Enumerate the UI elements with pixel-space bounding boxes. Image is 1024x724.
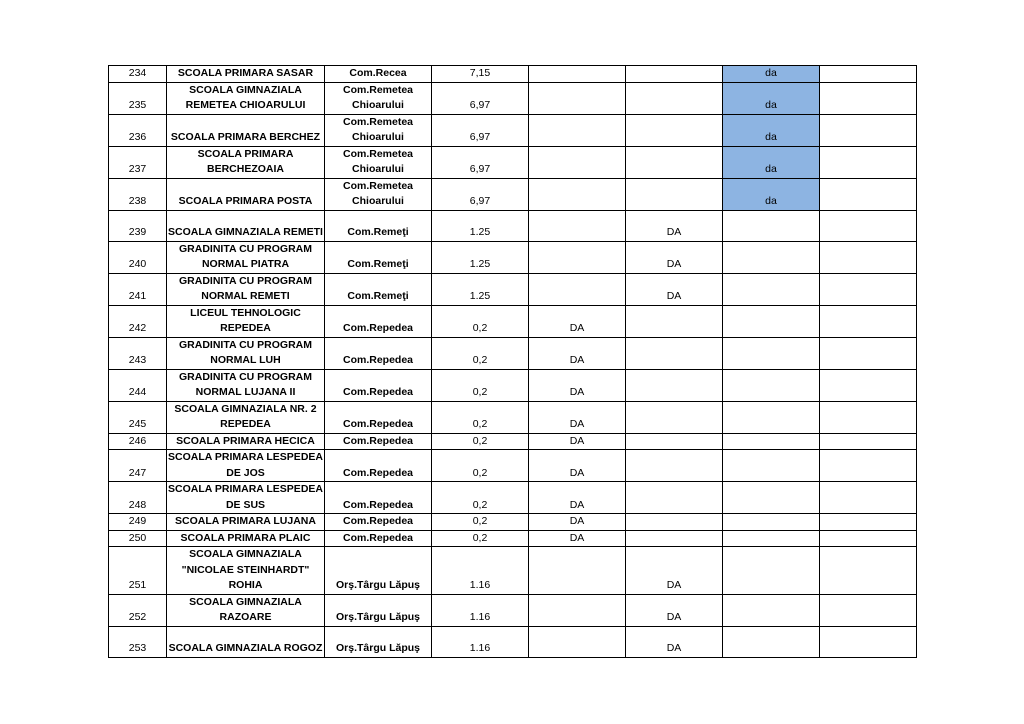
table-row — [109, 82, 917, 114]
col-3-cell — [723, 401, 820, 433]
locality-cell: Com.Remeţi — [325, 210, 432, 241]
school-name-cell: SCOALA GIMNAZIALA REMETI — [167, 210, 325, 241]
value-cell: 0,2 — [432, 401, 529, 433]
locality-cell: Com.Repedea — [325, 482, 432, 514]
value-cell: 6,97 — [432, 114, 529, 146]
school-name-cell: GRADINITA CU PROGRAM NORMAL LUJANA II — [167, 369, 325, 401]
col-3-cell — [723, 626, 820, 657]
col-1-cell — [529, 210, 626, 241]
row-number-cell: 241 — [109, 273, 167, 305]
value-cell: 0,2 — [432, 514, 529, 531]
col-2-cell: DA — [626, 273, 723, 305]
school-name-cell: SCOALA PRIMARA BERCHEZOAIA — [167, 146, 325, 178]
row-number-cell: 240 — [109, 241, 167, 273]
locality-cell: Com.Recea — [325, 66, 432, 83]
school-name-cell: GRADINITA CU PROGRAM NORMAL PIATRA — [167, 241, 325, 273]
col-3-cell: da — [723, 114, 820, 146]
col-4-cell — [820, 514, 917, 531]
locality-cell: Com.Repedea — [325, 337, 432, 369]
col-3-cell — [723, 241, 820, 273]
locality-cell: Com.Repedea — [325, 401, 432, 433]
row-number-cell: 236 — [109, 114, 167, 146]
school-name-cell: SCOALA PRIMARA SASAR — [167, 66, 325, 83]
col-4-cell — [820, 482, 917, 514]
col-4-cell — [820, 241, 917, 273]
col-2-cell — [626, 146, 723, 178]
col-1-cell — [529, 626, 626, 657]
table-row — [109, 594, 917, 626]
school-name-cell: SCOALA PRIMARA LUJANA — [167, 514, 325, 531]
col-1-cell — [529, 273, 626, 305]
row-number-cell: 251 — [109, 547, 167, 595]
col-3-cell — [723, 450, 820, 482]
row-number-cell: 234 — [109, 66, 167, 83]
col-3-cell: da — [723, 66, 820, 83]
col-2-cell — [626, 82, 723, 114]
value-cell: 1.25 — [432, 273, 529, 305]
col-4-cell — [820, 273, 917, 305]
value-cell: 1.16 — [432, 626, 529, 657]
col-3-cell — [723, 273, 820, 305]
table-row — [109, 337, 917, 369]
locality-cell: Com.Repedea — [325, 450, 432, 482]
locality-cell: Com.Remeţi — [325, 241, 432, 273]
table-row — [109, 66, 917, 83]
table-row — [109, 241, 917, 273]
col-4-cell — [820, 369, 917, 401]
value-cell: 0,2 — [432, 433, 529, 450]
locality-cell: Orş.Târgu Lăpuş — [325, 594, 432, 626]
row-number-cell: 250 — [109, 530, 167, 547]
value-cell: 0,2 — [432, 337, 529, 369]
col-3-cell — [723, 547, 820, 595]
value-cell: 6,97 — [432, 178, 529, 210]
table-row — [109, 514, 917, 531]
row-number-cell: 246 — [109, 433, 167, 450]
col-2-cell — [626, 369, 723, 401]
col-4-cell — [820, 66, 917, 83]
table-row — [109, 401, 917, 433]
table-row — [109, 626, 917, 657]
school-name-cell: SCOALA GIMNAZIALA NR. 2 REPEDEA — [167, 401, 325, 433]
col-3-cell: da — [723, 178, 820, 210]
col-3-cell — [723, 433, 820, 450]
locality-cell: Com.Repedea — [325, 514, 432, 531]
col-2-cell — [626, 514, 723, 531]
col-1-cell: DA — [529, 369, 626, 401]
col-1-cell: DA — [529, 433, 626, 450]
school-name-cell: SCOALA GIMNAZIALA RAZOARE — [167, 594, 325, 626]
col-3-cell — [723, 530, 820, 547]
table-row — [109, 482, 917, 514]
col-2-cell — [626, 530, 723, 547]
school-name-cell: SCOALA PRIMARA HECICA — [167, 433, 325, 450]
col-3-cell: da — [723, 146, 820, 178]
col-1-cell: DA — [529, 337, 626, 369]
school-name-cell: SCOALA GIMNAZIALA ROGOZ — [167, 626, 325, 657]
school-name-cell: SCOALA GIMNAZIALA REMETEA CHIOARULUI — [167, 82, 325, 114]
row-number-cell: 249 — [109, 514, 167, 531]
col-2-cell: DA — [626, 547, 723, 595]
col-3-cell — [723, 337, 820, 369]
school-name-cell: GRADINITA CU PROGRAM NORMAL REMETI — [167, 273, 325, 305]
col-2-cell — [626, 482, 723, 514]
value-cell: 7,15 — [432, 66, 529, 83]
col-1-cell — [529, 547, 626, 595]
table-row — [109, 450, 917, 482]
col-1-cell — [529, 114, 626, 146]
col-1-cell: DA — [529, 450, 626, 482]
col-2-cell — [626, 114, 723, 146]
row-number-cell: 247 — [109, 450, 167, 482]
table-row — [109, 210, 917, 241]
col-3-cell — [723, 594, 820, 626]
col-1-cell: DA — [529, 514, 626, 531]
col-3-cell — [723, 210, 820, 241]
col-1-cell — [529, 146, 626, 178]
value-cell: 1.25 — [432, 241, 529, 273]
col-2-cell: DA — [626, 626, 723, 657]
col-3-cell — [723, 514, 820, 531]
col-2-cell — [626, 178, 723, 210]
table-row — [109, 114, 917, 146]
col-4-cell — [820, 305, 917, 337]
schools-table — [108, 65, 917, 658]
locality-cell: Com.Remetea Chioarului — [325, 178, 432, 210]
value-cell: 6,97 — [432, 146, 529, 178]
col-2-cell — [626, 305, 723, 337]
value-cell: 1.16 — [432, 594, 529, 626]
col-1-cell — [529, 594, 626, 626]
col-2-cell: DA — [626, 210, 723, 241]
col-4-cell — [820, 594, 917, 626]
row-number-cell: 253 — [109, 626, 167, 657]
col-4-cell — [820, 401, 917, 433]
col-2-cell — [626, 337, 723, 369]
table-row — [109, 146, 917, 178]
col-4-cell — [820, 433, 917, 450]
locality-cell: Com.Remetea Chioarului — [325, 146, 432, 178]
col-4-cell — [820, 210, 917, 241]
col-4-cell — [820, 530, 917, 547]
locality-cell: Com.Repedea — [325, 369, 432, 401]
locality-cell: Com.Repedea — [325, 530, 432, 547]
locality-cell: Orş.Târgu Lăpuş — [325, 626, 432, 657]
col-4-cell — [820, 178, 917, 210]
locality-cell: Com.Remetea Chioarului — [325, 114, 432, 146]
col-3-cell — [723, 305, 820, 337]
col-3-cell — [723, 482, 820, 514]
col-1-cell: DA — [529, 401, 626, 433]
school-name-cell: GRADINITA CU PROGRAM NORMAL LUH — [167, 337, 325, 369]
row-number-cell: 235 — [109, 82, 167, 114]
school-name-cell: SCOALA GIMNAZIALA "NICOLAE STEINHARDT" ROHIA — [167, 547, 325, 595]
col-2-cell: DA — [626, 241, 723, 273]
value-cell: 1.25 — [432, 210, 529, 241]
locality-cell: Orş.Târgu Lăpuş — [325, 547, 432, 595]
col-4-cell — [820, 114, 917, 146]
col-1-cell: DA — [529, 305, 626, 337]
school-name-cell: SCOALA PRIMARA BERCHEZ — [167, 114, 325, 146]
value-cell: 0,2 — [432, 530, 529, 547]
table-row — [109, 305, 917, 337]
col-4-cell — [820, 82, 917, 114]
table-row — [109, 273, 917, 305]
col-4-cell — [820, 146, 917, 178]
table-row — [109, 178, 917, 210]
locality-cell: Com.Repedea — [325, 433, 432, 450]
value-cell: 0,2 — [432, 482, 529, 514]
value-cell: 0,2 — [432, 450, 529, 482]
locality-cell: Com.Remeţi — [325, 273, 432, 305]
col-1-cell — [529, 178, 626, 210]
table-row — [109, 547, 917, 595]
col-2-cell — [626, 401, 723, 433]
row-number-cell: 248 — [109, 482, 167, 514]
col-4-cell — [820, 626, 917, 657]
locality-cell: Com.Repedea — [325, 305, 432, 337]
col-3-cell — [723, 369, 820, 401]
row-number-cell: 237 — [109, 146, 167, 178]
col-4-cell — [820, 337, 917, 369]
col-1-cell — [529, 241, 626, 273]
col-1-cell: DA — [529, 530, 626, 547]
col-2-cell — [626, 433, 723, 450]
col-3-cell: da — [723, 82, 820, 114]
col-1-cell — [529, 66, 626, 83]
row-number-cell: 245 — [109, 401, 167, 433]
value-cell: 0,2 — [432, 305, 529, 337]
value-cell: 1.16 — [432, 547, 529, 595]
table-row — [109, 369, 917, 401]
school-name-cell: SCOALA PRIMARA POSTA — [167, 178, 325, 210]
row-number-cell: 252 — [109, 594, 167, 626]
value-cell: 6,97 — [432, 82, 529, 114]
col-2-cell — [626, 450, 723, 482]
row-number-cell: 243 — [109, 337, 167, 369]
col-2-cell: DA — [626, 594, 723, 626]
col-4-cell — [820, 450, 917, 482]
col-4-cell — [820, 547, 917, 595]
school-name-cell: SCOALA PRIMARA PLAIC — [167, 530, 325, 547]
col-1-cell: DA — [529, 482, 626, 514]
school-name-cell: SCOALA PRIMARA LESPEDEA DE JOS — [167, 450, 325, 482]
row-number-cell: 242 — [109, 305, 167, 337]
value-cell: 0,2 — [432, 369, 529, 401]
school-name-cell: LICEUL TEHNOLOGIC REPEDEA — [167, 305, 325, 337]
school-name-cell: SCOALA PRIMARA LESPEDEA DE SUS — [167, 482, 325, 514]
row-number-cell: 244 — [109, 369, 167, 401]
col-1-cell — [529, 82, 626, 114]
locality-cell: Com.Remetea Chioarului — [325, 82, 432, 114]
col-2-cell — [626, 66, 723, 83]
table-row — [109, 530, 917, 547]
row-number-cell: 238 — [109, 178, 167, 210]
table-row — [109, 433, 917, 450]
row-number-cell: 239 — [109, 210, 167, 241]
